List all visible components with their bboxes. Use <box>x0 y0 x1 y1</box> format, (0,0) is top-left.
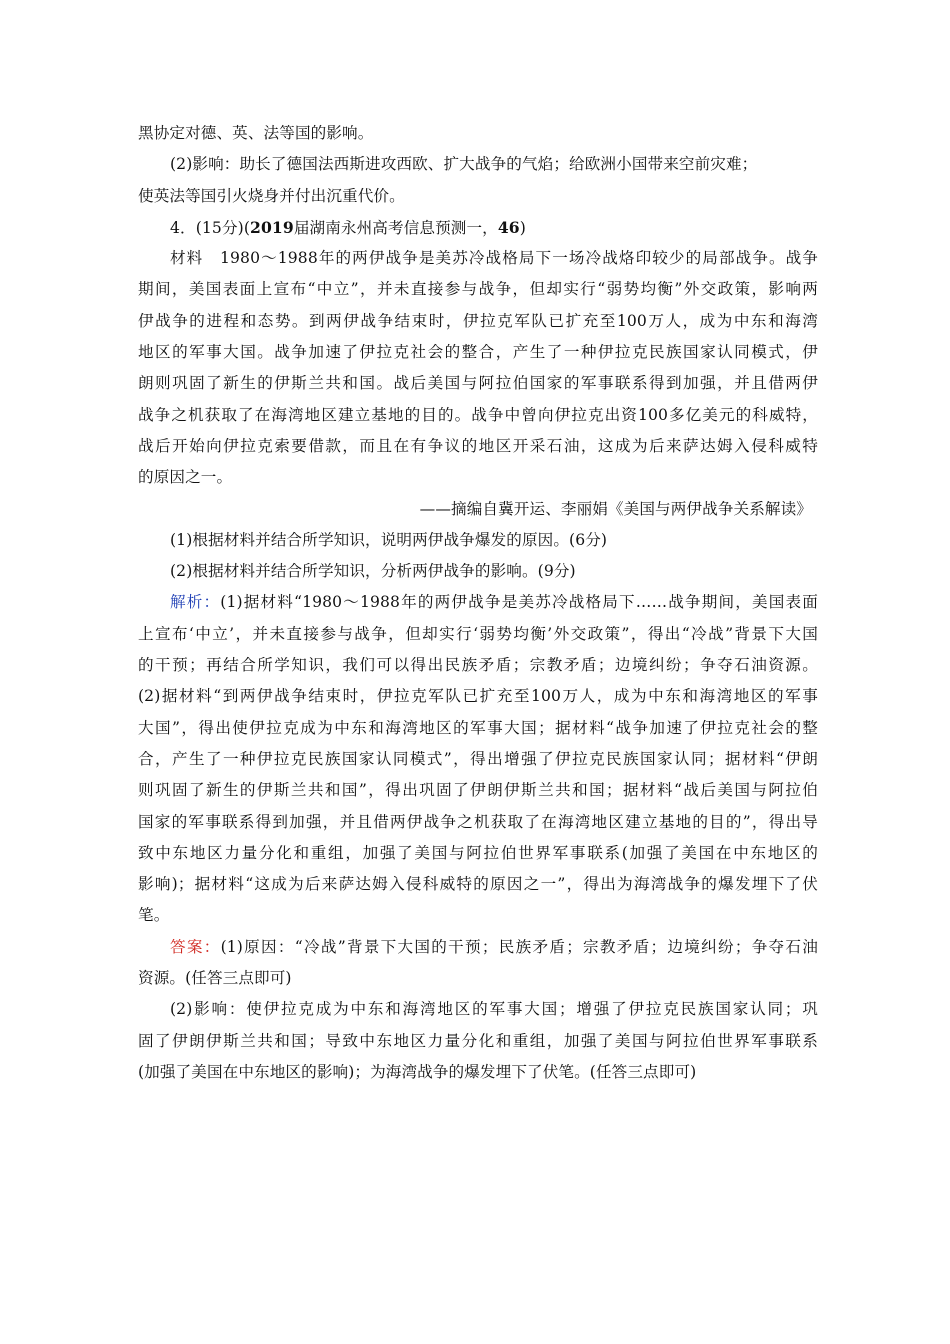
analysis-label: 解析： <box>170 593 221 612</box>
answer-label: 答案： <box>170 937 221 956</box>
sub-question-2: (2)根据材料并结合所学知识，分析两伊战争的影响。(9分) <box>170 562 576 581</box>
question-header <box>138 212 818 243</box>
answer-line: 资源。(任答三点即可) <box>138 969 292 988</box>
analysis-line: 国家的军事联系得到加强，并且借两伊战争之机获取了在海湾地区建立基地的目的”，得出导 <box>138 812 818 831</box>
material-line: 战后开始向伊拉克索要借款，而且在有争议的地区开采石油，这成为后来萨达姆入侵科威特 <box>138 436 818 455</box>
analysis-line: 合，产生了一种伊拉克民族国家认同模式”，得出增强了伊拉克民族国家认同；据材料“伊朗 <box>138 749 818 768</box>
analysis-line: (2)据材料“到两伊战争结束时，伊拉克军队已扩充至100万人，成为中东和海湾地区的军事 <box>138 687 818 706</box>
material-line: 朗则巩固了新生的伊斯兰共和国。战后美国与阿拉伯国家的军事联系得到加强，并且借两伊 <box>138 374 818 393</box>
prev-answer-line-1: 黑协定对德、英、法等国的影响。 <box>138 124 374 142</box>
analysis-line: 的干预；再结合所学知识，我们可以得出民族矛盾；宗教矛盾；边境纠纷；争夺石油资源。 <box>138 656 818 675</box>
answer-part2-line: (2)影响：使伊拉克成为中东和海湾地区的军事大国；增强了伊拉克民族国家认同；巩 <box>170 1000 818 1019</box>
question-source: 届湖南永州高考信息预测一， <box>293 218 498 237</box>
analysis-text: (1)据材料“1980～1988年的两伊战争是美苏冷战格局下……战争期间，美国表面 <box>220 593 818 612</box>
prev-answer-line-2: (2)影响：助长了德国法西斯进攻西欧、扩大战争的气焰；给欧洲小国带来空前灾难； <box>170 155 758 174</box>
material-citation: ——摘编自冀开运、李丽娟《美国与两伊战争关系解读》 <box>419 499 812 518</box>
prev-answer-line-3: 使英法等国引火烧身并付出沉重代价。 <box>138 186 405 205</box>
analysis-line: 上宣布‘中立’，并未直接参与战争，但却实行‘弱势均衡’外交政策”，得出“冷战”背景下大国 <box>138 624 818 643</box>
document-page <box>138 118 818 1088</box>
analysis-line: 笔。 <box>138 906 170 925</box>
material-line: 期间，美国表面上宣布“中立”，并未直接参与战争，但却实行“弱势均衡”外交政策，影响两 <box>138 280 818 299</box>
question-source-num: 46 <box>497 217 520 237</box>
answer-first-line <box>138 932 818 963</box>
analysis-line: 致中东地区力量分化和重组，加强了美国与阿拉伯世界军事联系(加强了美国在中东地区的 <box>138 843 818 862</box>
analysis-line: 影响)；据材料“这成为后来萨达姆入侵科威特的原因之一”，得出为海湾战争的爆发埋下了伏 <box>138 875 818 894</box>
question-number: 4．(15分)( <box>170 218 251 237</box>
material-line: 伊战争的进程和态势。到两伊战争结束时，伊拉克军队已扩充至100万人，成为中东和海湾 <box>138 311 818 330</box>
question-source-year: 2019 <box>250 217 294 237</box>
answer-text: (1)原因：“冷战”背景下大国的干预；民族矛盾；宗教矛盾；边境纠纷；争夺石油 <box>220 937 818 956</box>
analysis-first-line <box>138 587 818 618</box>
answer-part2-line: (加强了美国在中东地区的影响)；为海湾战争的爆发埋下了伏笔。(任答三点即可) <box>138 1062 697 1081</box>
material-line: 地区的军事大国。战争加速了伊拉克社会的整合，产生了一种伊拉克民族国家认同模式，伊 <box>138 343 818 362</box>
answer-part2-line: 固了伊朗伊斯兰共和国；导致中东地区力量分化和重组，加强了美国与阿拉伯世界军事联系 <box>138 1031 818 1050</box>
material-line: 的原因之一。 <box>138 468 233 487</box>
sub-question-1: (1)根据材料并结合所学知识，说明两伊战争爆发的原因。(6分) <box>170 530 608 549</box>
question-close: ) <box>519 218 526 237</box>
material-line: 战争之机获取了在海湾地区建立基地的目的。战争中曾向伊拉克出资100多亿美元的科威特， <box>138 405 818 424</box>
analysis-line: 大国”，得出使伊拉克成为中东和海湾地区的军事大国；据材料“战争加速了伊拉克社会的整 <box>138 718 818 737</box>
material-line: 材料 1980～1988年的两伊战争是美苏冷战格局下一场冷战烙印较少的局部战争。战争 <box>170 249 818 268</box>
analysis-line: 则巩固了新生的伊斯兰共和国”，得出巩固了伊朗伊斯兰共和国；据材料“战后美国与阿拉伯 <box>138 781 818 800</box>
